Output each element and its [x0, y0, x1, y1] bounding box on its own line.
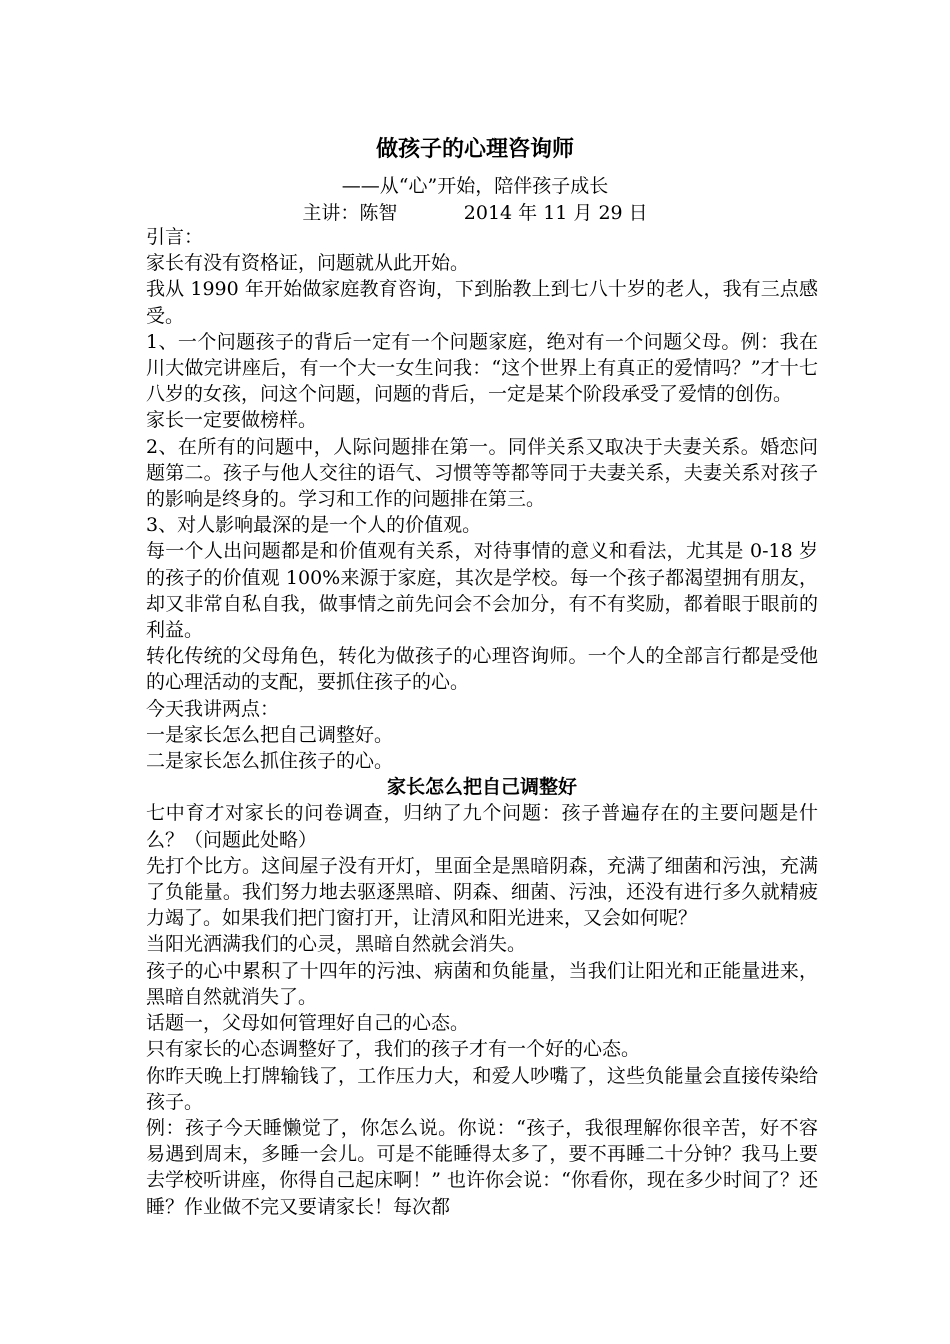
document-body	[146, 224, 818, 1220]
paragraph: 家长一定要做榜样。	[146, 409, 318, 432]
paragraph: 家长有没有资格证，问题就从此开始。	[146, 252, 470, 275]
paragraph: 1、一个问题孩子的背后一定有一个问题家庭，绝对有一个问题父母。例：我在川大做完讲座后，有一个大一女生问我：“这个世界上有真正的爱情吗？”才十七八岁的女孩，问这个问题，问题的背后，一定是某个阶段承受了爱情的创伤。	[146, 330, 818, 406]
paragraph: 只有家长的心态调整好了，我们的孩子才有一个好的心态。	[146, 1038, 641, 1061]
paragraph: 每一个人出问题都是和价值观有关系，对待事情的意义和看法，尤其是 0-18 岁的孩子的价值观 100%来源于家庭，其次是学校。每一个孩子都渴望拥有朋友，却又非常自私自我，做事情之前先问会不会加分，有不有奖励，都着眼于眼前的利益。	[146, 540, 818, 642]
paragraph-intro-label: 引言：	[146, 226, 204, 248]
paragraph: 2、在所有的问题中，人际问题排在第一。同伴关系又取决于夫妻关系。婚恋问题第二。孩子与他人交往的语气、习惯等等都等同于夫妻关系，夫妻关系对孩子的影响是终身的。学习和工作的问题排在第三。	[146, 435, 818, 511]
paragraph: 二是家长怎么抓住孩子的心。	[146, 750, 394, 773]
section-heading: 家长怎么把自己调整好	[386, 776, 577, 799]
paragraph: 当阳光洒满我们的心灵，黑暗自然就会消失。	[146, 933, 527, 956]
paragraph: 话题一，父母如何管理好自己的心态。	[146, 1012, 470, 1035]
paragraph: 例：孩子今天睡懒觉了，你怎么说。你说：“孩子，我很理解你很辛苦，好不容易遇到周末，多睡一会儿。可是不能睡得太多了，要不再睡二十分钟？我马上要去学校听讲座，你得自己起床啊！” 也许你会说：“你看你，现在多少时间了？还睡？作业做不完又要请家长！每次都	[146, 1116, 818, 1218]
document-byline: 主讲：陈智 2014 年 11 月 29 日	[302, 202, 648, 224]
document-subtitle: ——从“心”开始，陪伴孩子成长	[341, 175, 609, 197]
paragraph: 我从 1990 年开始做家庭教育咨询，下到胎教上到七八十岁的老人，我有三点感受。	[146, 278, 818, 327]
paragraph: 七中育才对家长的问卷调查，归纳了九个问题：孩子普遍存在的主要问题是什么？（问题此处略）	[146, 802, 818, 851]
paragraph: 转化传统的父母角色，转化为做孩子的心理咨询师。一个人的全部言行都是受他的心理活动的支配，要抓住孩子的心。	[146, 645, 818, 694]
paragraph: 你昨天晚上打牌输钱了，工作压力大，和爱人吵嘴了，这些负能量会直接传染给孩子。	[146, 1064, 818, 1113]
paragraph: 今天我讲两点：	[146, 697, 280, 720]
paragraph: 先打个比方。这间屋子没有开灯，里面全是黑暗阴森，充满了细菌和污浊，充满了负能量。我们努力地去驱逐黑暗、阴森、细菌、污浊，还没有进行多久就精疲力竭了。如果我们把门窗打开，让清风和阳光进来，又会如何呢？	[146, 854, 818, 930]
document-title: 做孩子的心理咨询师	[375, 136, 574, 162]
paragraph: 3、对人影响最深的是一个人的价值观。	[146, 514, 482, 537]
paragraph: 孩子的心中累积了十四年的污浊、病菌和负能量，当我们让阳光和正能量进来，黑暗自然就消失了。	[146, 959, 818, 1008]
paragraph: 一是家长怎么把自己调整好。	[146, 723, 394, 746]
